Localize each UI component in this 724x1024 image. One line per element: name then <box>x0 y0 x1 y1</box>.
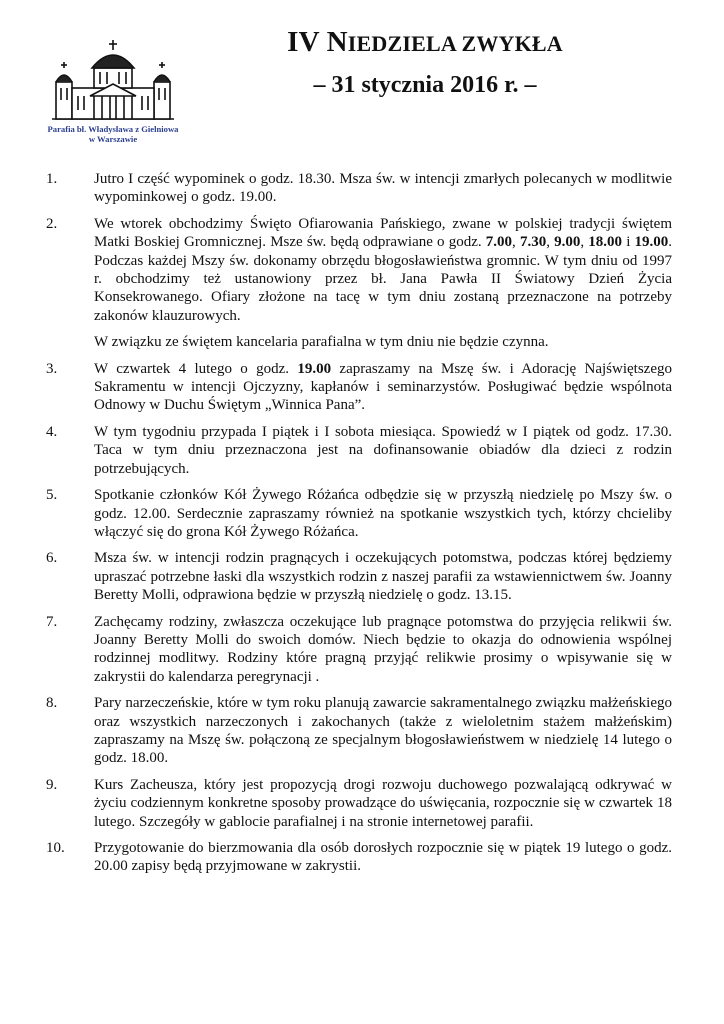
time-highlight: 7.30 <box>519 234 547 251</box>
text-run: . Podczas każdej Mszy św. dokonamy obrzędu błogosławieństwa gromnic. W tym dniu od 1997 r. obchodzimy też ustanowiony przez bł. Jana Pawła II Światowy Dzień Życia Konsekrowanego. Ofiary złożone na tacę w tym dniu zostaną przeznaczone na potrzeby zakonów klauzurowych. <box>94 234 673 324</box>
text-run: We wtorek obchodzimy Święto Ofiarowania Pańskiego, zwane w polskiej tradycji świętem Matki Boskiej Gromnicznej. Msze św. będą odprawiane o godz. <box>94 215 672 251</box>
list-item <box>46 776 672 831</box>
text-run: , <box>512 234 520 251</box>
item-body <box>94 360 672 415</box>
time-highlight: 18.00 <box>588 234 623 251</box>
list-item <box>46 486 672 541</box>
item-body <box>94 423 672 478</box>
text-run: Pary narzeczeńskie, które w tym roku planują zawarcie sakramentalnego związku małżeńskiego oraz wszystkich narzeczonych i zakochanych (także z wieloletnim stażem małżeńskim) zapraszamy na Mszę św. połączoną ze specjalnym błogosławieństwem w niedzielę 14 lutego o godz. 18.00. <box>94 695 672 767</box>
text-run: zapraszamy na Mszę św. i Adorację Najświętszego Sakramentu w intencji Ojczyzny, kapłanów i seminarzystów. Posługiwać będzie wspólnota Odnowy w Duchu Świętym „Winnica Pana”. <box>94 360 672 414</box>
parish-logo <box>46 38 180 144</box>
text-run: W tym tygodniu przypada I piątek i I sobota miesiąca. Spowiedź w I piątek od godz. 17.30. Taca w tym dniu przeznaczona jest na dofinansowanie obiadów dla dzieci z rodzin potrzebujących. <box>94 423 672 477</box>
text-run: Zachęcamy rodziny, zwłaszcza oczekujące lub pragnące potomstwa do przyjęcia relikwii św. Joanny Beretty Molli do swoich domów. Niech będzie to okazja do odnowienia wspólnej rodzinnej modlitwy. Rodziny które pragną przyjąć relikwie prosimy o wpisywanie się w zakrystii do kalendarza peregrynacji . <box>94 613 672 685</box>
title-small-caps: IEDZIELA ZWYKŁA <box>347 31 563 56</box>
item-number: 5. <box>46 487 58 504</box>
item-paragraph <box>94 549 672 604</box>
item-paragraph <box>94 333 672 351</box>
time-highlight: 7.00 <box>485 234 513 251</box>
item-body <box>94 215 672 352</box>
item-number: 9. <box>46 776 58 793</box>
text-run: Spotkanie członków Kół Żywego Różańca odbędzie się w przyszłą niedzielę po Mszy św. o godz. 12.00. Serdecznie zapraszamy również na spotkanie wszystkich tych, którzy chcieliby włączyć się do grona Kół Żywego Różańca. <box>94 487 672 540</box>
text-run: W czwartek 4 lutego o godz. <box>94 360 298 377</box>
date-line: – 31 stycznia 2016 r. – <box>313 72 537 98</box>
item-body <box>94 776 672 831</box>
item-paragraph <box>94 215 672 325</box>
list-item <box>46 170 672 207</box>
item-number: 6. <box>46 550 58 567</box>
item-number: 4. <box>46 423 58 440</box>
item-paragraph <box>94 694 672 768</box>
text-run: Msza św. w intencji rodzin pragnących i oczekujących potomstwa, podczas której będziemy upraszać potrzebne łaski dla wszystkich rodzin z naszej parafii za wstawiennictwem św. Joanny Beretty Molli, odprawiona będzie w przyszłą niedzielę o godz. 13.15. <box>94 550 672 604</box>
church-icon <box>50 38 176 122</box>
list-item <box>46 549 672 604</box>
text-run: i <box>622 234 635 251</box>
time-highlight: 9.00 <box>554 234 581 251</box>
text-run: Przygotowanie do bierzmowania dla osób dorosłych rozpocznie się w piątek 19 lutego o godz. 20.00 zapisy będą przyjmowane w zakrystii. <box>94 840 672 875</box>
item-body <box>94 170 672 207</box>
item-paragraph <box>94 613 672 687</box>
item-body <box>94 613 672 687</box>
item-paragraph <box>94 839 672 876</box>
item-paragraph <box>94 170 672 207</box>
item-number: 2. <box>46 215 58 232</box>
list-item <box>46 423 672 478</box>
item-number: 7. <box>46 613 58 630</box>
item-paragraph <box>94 776 672 831</box>
item-number: 3. <box>46 360 58 377</box>
item-number: 8. <box>46 695 58 712</box>
list-item <box>46 360 672 415</box>
item-paragraph <box>94 486 672 541</box>
time-highlight: 19.00 <box>634 234 669 251</box>
text-run: W związku ze świętem kancelaria parafialna w tym dniu nie będzie czynna. <box>94 334 549 351</box>
announcement-list <box>46 170 672 884</box>
parish-name-line1: Parafia bł. Władysława z Gielniowa <box>47 124 179 134</box>
item-number: 10. <box>46 840 65 856</box>
text-run: Jutro I część wypominek o godz. 18.30. Msza św. w intencji zmarłych polecanych w modlitwie wypominkowej o godz. 19.00. <box>94 171 672 206</box>
list-item <box>46 215 672 352</box>
item-number: 1. <box>46 171 58 187</box>
text-run: Kurs Zacheusza, który jest propozycją drogi rozwoju duchowego pozwalającą odkrywać w życiu codziennym konkretne sposoby prowadzące do uświęcania, rozpocznie się w czwartek 18 lutego. Szczegóły w gablocie parafialnej i na stronie internetowej parafii. <box>94 776 672 830</box>
item-body <box>94 549 672 604</box>
list-item <box>46 694 672 768</box>
title-big: IV N <box>287 26 348 58</box>
page-title <box>200 26 650 59</box>
parish-name-line2: w Warszawie <box>88 134 138 144</box>
item-body <box>94 694 672 768</box>
item-body <box>94 486 672 541</box>
time-highlight: 19.00 <box>297 360 332 377</box>
list-item <box>46 613 672 687</box>
text-run: , <box>580 234 589 251</box>
item-body <box>94 839 672 876</box>
parish-name <box>46 124 180 144</box>
text-run: , <box>546 234 555 251</box>
list-item <box>46 839 672 876</box>
item-paragraph <box>94 423 672 478</box>
item-paragraph <box>94 360 672 415</box>
